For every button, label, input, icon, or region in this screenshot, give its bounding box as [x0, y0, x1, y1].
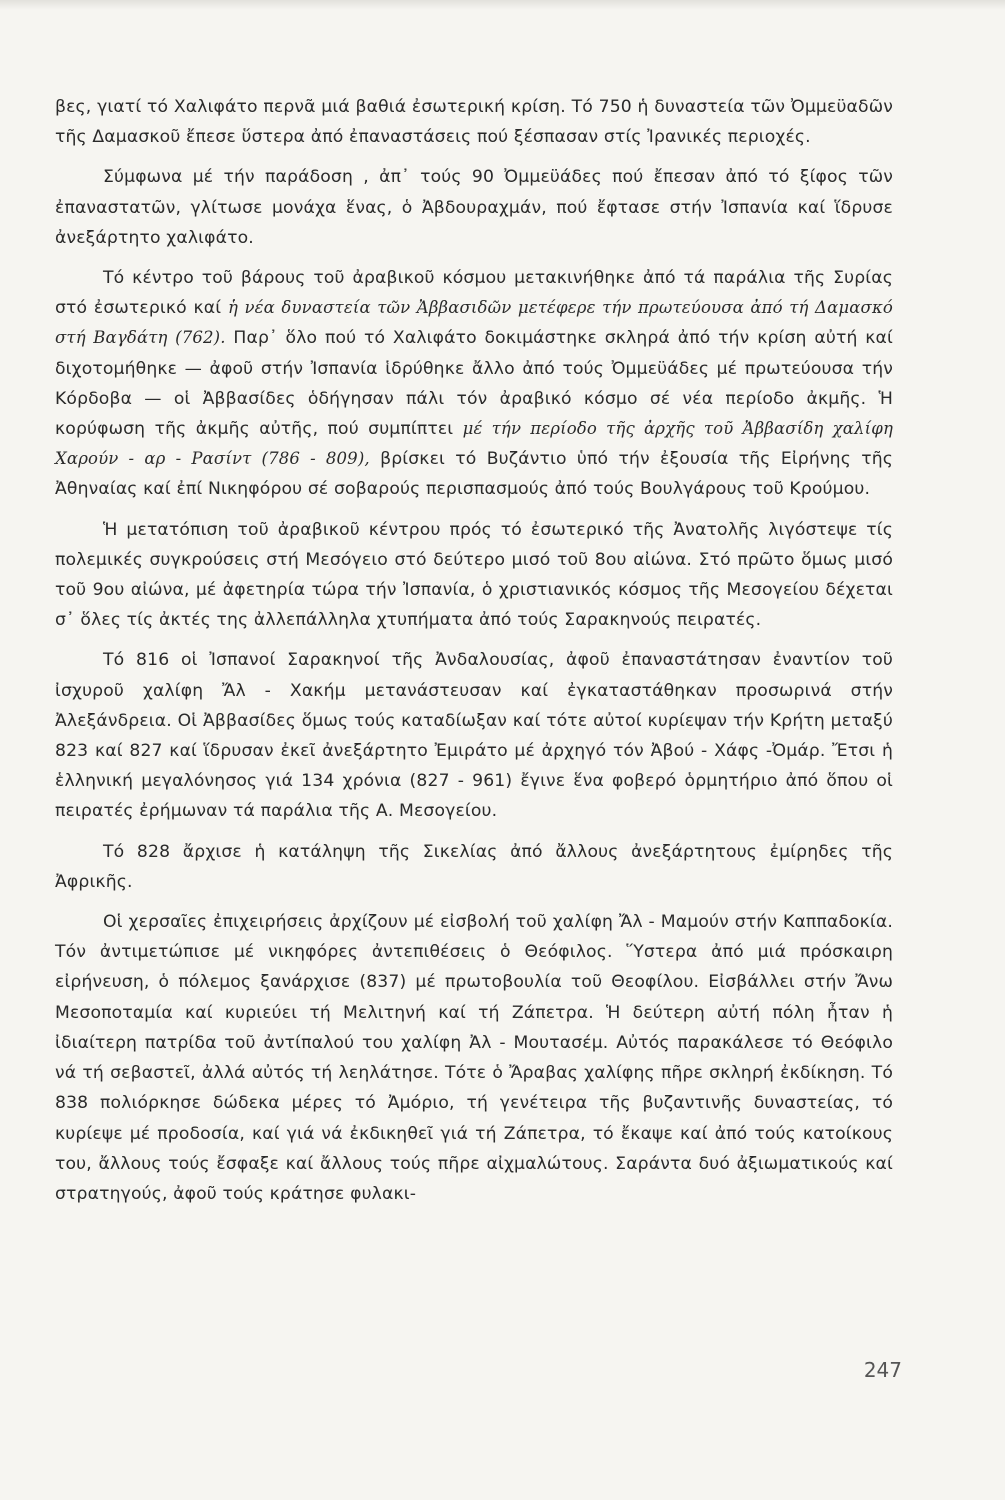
paragraph-5 [55, 645, 893, 826]
body-text: βες, γιατί τό Χαλιφάτο περνᾶ μιά βαθιά ἐσωτερική κρίση. Τό 750 ἡ δυναστεία τῶν Ὀμμεϋαδῶν τῆς Δαμασκοῦ ἔπεσε ὕστερα ἀπό ἐπαναστάσεις πού ξέσπασαν στίς Ἰρανικές περιοχές. [55, 97, 893, 148]
body-text: Ἡ μετατόπιση τοῦ ἀραβικοῦ κέντρου πρός τό ἐσωτερικό τῆς Ἀνατολῆς λιγόστεψε τίς πολεμικές συγκρούσεις στή Μεσόγειο στό δεύτερο μισό τοῦ 8ου αἰώνα. Στό πρῶτο ὅμως μισό τοῦ 9ου αἰώνα, μέ ἀφετηρία τώρα τήν Ἰσπανία, ὁ χριστιανικός κόσμος τῆς Μεσογείου δέχεται σ᾿ ὅλες τίς ἀκτές της ἀλλεπάλληλα χτυπήματα ἀπό τούς Σαρακηνούς πειρατές. [55, 519, 893, 631]
paragraph-2 [55, 162, 893, 253]
body-text: Τό 828 ἄρχισε ἡ κατάληψη τῆς Σικελίας ἀπό ἄλλους ἀνεξάρτητους ἐμίρηδες τῆς Ἀφρικῆς. [55, 841, 893, 892]
body-text: βρίσκει τό Βυζάντιο ὑπό τήν ἐξουσία τῆς Εἰρήνης τῆς Ἀθηναίας καί ἐπί Νικηφόρου σέ σοβαρούς περισπασμούς ἀπό τούς Βουλγάρους τοῦ Κρούμου. [55, 449, 894, 500]
paragraph-1 [55, 92, 893, 152]
page-body [55, 92, 893, 1209]
paragraph-7 [55, 907, 893, 1209]
scan-edge [0, 0, 1005, 10]
body-text: Παρ᾿ ὅλο πού τό Χαλιφάτο δοκιμάστηκε σκληρά ἀπό τήν κρίση αὐτή καί διχοτομήθηκε — ἀφοῦ στήν Ἰσπανία ἱδρύθηκε ἄλλο ἀπό τούς Ὀμμεϋάδες μέ πρωτεύουσα τήν Κόρδοβα — οἱ Ἀββασίδες ὁδήγησαν πάλι τόν ἀραβικό κόσμο σέ νέα περίοδο ἀκμῆς. Ἡ κορύφωση τῆς ἀκμῆς αὐτῆς, πού συμπίπτει [55, 328, 893, 440]
italic-text: ἡ νέα δυναστεία τῶν Ἀββασιδῶν μετέφερε τήν πρωτεύουσα ἀπό τή Δαμασκό στή Βαγδάτη (762). [55, 298, 894, 348]
page-number: 247 [863, 1358, 902, 1382]
paragraph-3 [55, 263, 893, 505]
paragraph-6 [55, 837, 893, 897]
body-text: Σύμφωνα μέ τήν παράδοση , ἀπ᾿ τούς 90 Ὀμμεϋάδες πού ἔπεσαν ἀπό τό ξίφος τῶν ἐπαναστατῶν, γλίτωσε μονάχα ἕνας, ὁ Ἀβδουραχμάν, πού ἔφτασε στήν Ἰσπανία καί ἵδρυσε ἀνεξάρτητο χαλιφάτο. [55, 167, 893, 248]
italic-text: μέ τήν περίοδο τῆς ἀρχῆς τοῦ Ἀββασίδη χαλίφη Χαρούν - αρ - Ρασίντ (786 - 809), [55, 419, 893, 469]
paragraph-4 [55, 515, 893, 636]
body-text: Τό κέντρο τοῦ βάρους τοῦ ἀραβικοῦ κόσμου μετακινήθηκε ἀπό τά παράλια τῆς Συρίας στό ἐσωτερικό καί [55, 268, 893, 319]
body-text: Οἱ χερσαῖες ἐπιχειρήσεις ἀρχίζουν μέ εἰσβολή τοῦ χαλίφη Ἄλ - Μαμούν στήν Καππαδοκία. Τόν ἀντιμετώπισε μέ νικηφόρες ἀντεπιθέσεις ὁ Θεόφιλος. Ὕστερα ἀπό μιά πρόσκαιρη εἰρήνευση, ὁ πόλεμος ξανάρχισε (837) μέ πρωτοβουλία τοῦ Θεοφίλου. Εἰσβάλλει στήν Ἄνω Μεσοποταμία καί κυριεύει τή Μελιτηνή καί τή Ζάπετρα. Ἡ δεύτερη αὐτή πόλη ἦταν ἡ ἰδιαίτερη πατρίδα τοῦ ἀντίπαλού του χαλίφη Ἀλ - Μουτασέμ. Αὐτός παρακάλεσε τό Θεόφιλο νά τή σεβαστεῖ, ἀλλά αὐτός τή λεηλάτησε. Τότε ὁ Ἄραβας χαλίφης πῆρε σκληρή ἐκδίκηση. Τό 838 πολιόρκησε δώδεκα μέρες τό Ἀμόριο, τή γενέτειρα τῆς βυζαντινῆς δυναστείας, τό κυρίεψε μέ προδοσία, καί γιά νά ἐκδικηθεῖ γιά τή Ζάπετρα, τό ἔκαψε καί ἀπό τούς κατοίκους του, ἄλλους τούς ἔσφαξε καί ἄλλους τούς πῆρε αἰχμαλώτους. Σαράντα δυό ἀξιωματικούς καί στρατηγούς, ἀφοῦ τούς κράτησε φυλακι- [55, 912, 893, 1204]
body-text: Τό 816 οἱ Ἰσπανοί Σαρακηνοί τῆς Ἀνδαλουσίας, ἀφοῦ ἐπαναστάτησαν ἐναντίον τοῦ ἰσχυροῦ χαλίφη Ἄλ - Χακήμ μετανάστευσαν καί ἐγκαταστάθηκαν προσωρινά στήν Ἀλεξάνδρεια. Οἱ Ἀββασίδες ὅμως τούς καταδίωξαν καί τότε αὐτοί κυρίεψαν τήν Κρήτη μεταξύ 823 καί 827 καί ἵδρυσαν ἐκεῖ ἀνεξάρτητο Ἐμιράτο μέ ἀρχηγό τόν Ἀβού - Χάφς -Ὀμάρ. Ἔτσι ἡ ἑλληνική μεγαλόνησος γιά 134 χρόνια (827 - 961) ἔγινε ἕνα φοβερό ὁρμητήριο ἀπό ὅπου οἱ πειρατές ἐρήμωναν τά παράλια τῆς Α. Μεσογείου. [55, 650, 893, 822]
